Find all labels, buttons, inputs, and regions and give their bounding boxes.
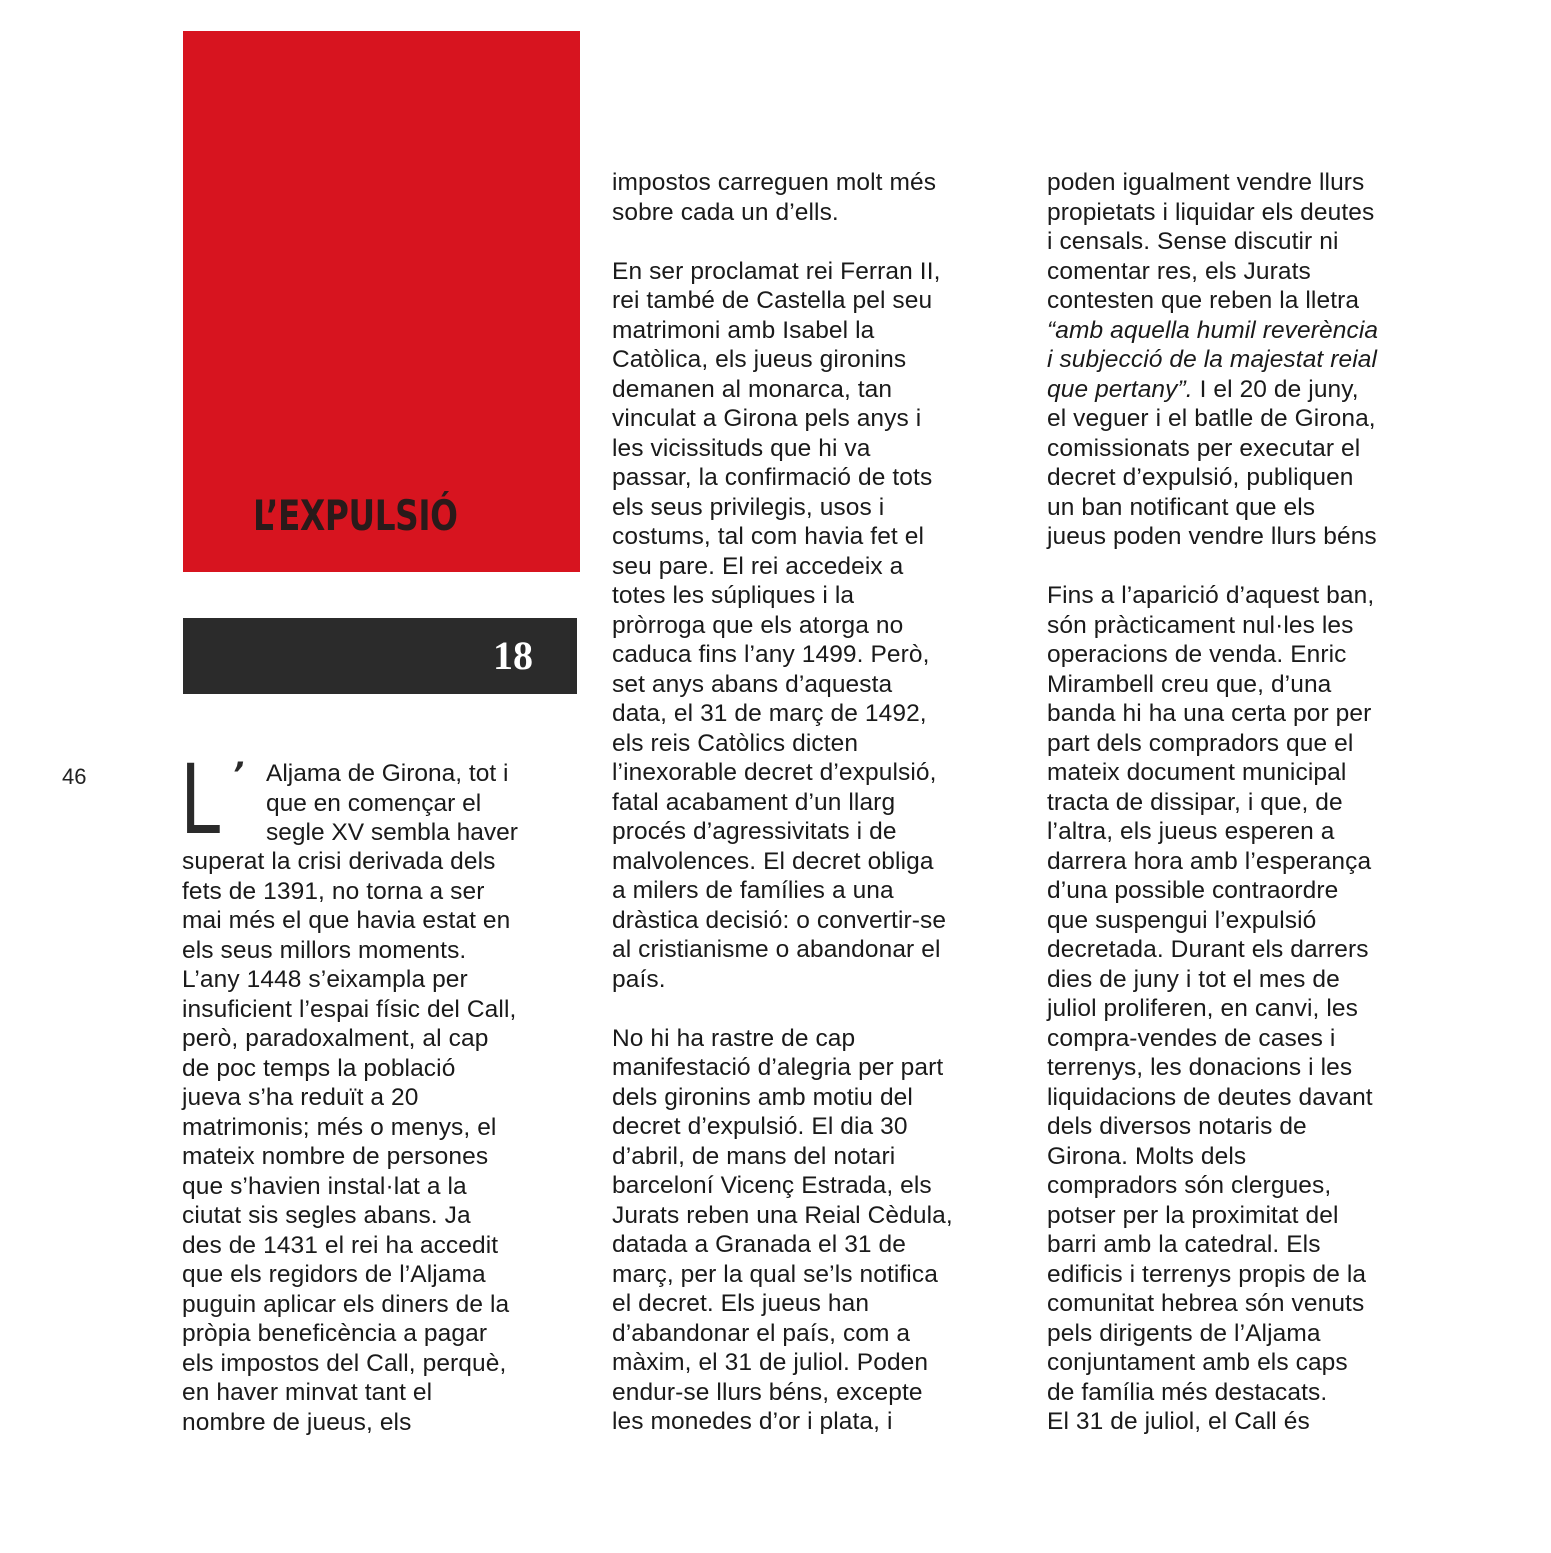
text-line: sobre cada un d’ells.	[612, 198, 839, 226]
text-line: comissionats per executar el	[1047, 434, 1361, 462]
text-line: en haver minvat tant el	[182, 1379, 433, 1406]
text-line: de família més destacats.	[1047, 1378, 1328, 1406]
quote-end: que pertany”.	[1047, 375, 1193, 403]
text-line: mateix nombre de persones	[182, 1143, 489, 1170]
text-line: liquidacions de deutes davant	[1047, 1083, 1373, 1111]
text-line: caduca fins l’any 1499. Però,	[612, 641, 930, 668]
text-line: propietats i liquidar els deutes	[1047, 198, 1375, 226]
text-line: fatal acabament d’un llarg	[612, 788, 896, 816]
text-line: Catòlica, els jueus gironins	[612, 346, 907, 373]
text-line: els impostos del Call, perquè,	[182, 1349, 507, 1377]
column-1-intro	[266, 759, 518, 848]
paragraph-gap	[612, 227, 953, 257]
text-line: nombre de jueus, els	[182, 1408, 412, 1436]
text-line: contesten que reben la lletra	[1047, 287, 1360, 314]
text-line: Fins a l’aparició d’aquest ban,	[1047, 582, 1375, 609]
text-line: totes les súpliques i la	[612, 582, 855, 609]
drop-cap: L	[180, 744, 221, 856]
quote-continuation: I el 20 de juny,	[1192, 375, 1359, 403]
paragraph-gap	[612, 994, 953, 1024]
text-line: data, el 31 de març de 1492,	[612, 700, 927, 727]
text-line: demanen al monarca, tan	[612, 375, 893, 403]
text-line: els reis Catòlics dicten	[612, 729, 859, 757]
paragraph-gap	[1047, 552, 1378, 582]
text-line: matrimonis; més o menys, el	[182, 1113, 497, 1141]
text-line: i censals. Sense discutir ni	[1047, 228, 1339, 255]
text-line: vinculat a Girona pels anys i	[612, 405, 922, 432]
text-line: Jurats reben una Reial Cèdula,	[612, 1201, 953, 1229]
text-line: En ser proclamat rei Ferran II,	[612, 257, 941, 285]
text-line: jueus poden vendre llurs béns	[1047, 523, 1377, 550]
text-line: No hi ha rastre de cap	[612, 1024, 856, 1052]
text-line: terrenys, les donacions i les	[1047, 1054, 1353, 1081]
text-line: endur-se llurs béns, excepte	[612, 1378, 923, 1406]
text-line: barri amb la catedral. Els	[1047, 1231, 1321, 1258]
text-line: L’any 1448 s’eixampla per	[182, 966, 468, 993]
text-line: segle XV sembla haver	[266, 819, 518, 846]
text-line: d’abril, de mans del notari	[612, 1142, 896, 1170]
text-line: El 31 de juliol, el Call és	[1047, 1408, 1310, 1435]
title-block	[183, 31, 580, 572]
text-line: de poc temps la població	[182, 1054, 456, 1082]
text-line: jueva s’ha reduït a 20	[182, 1084, 419, 1111]
text-line: pròrroga que els atorga no	[612, 611, 904, 639]
text-line: compra-vendes de cases i	[1047, 1024, 1336, 1052]
text-line: màxim, el 31 de juliol. Poden	[612, 1349, 929, 1376]
column-1	[182, 847, 516, 1437]
text-line: procés d’agressivitats i de	[612, 818, 897, 845]
text-line: pels dirigents de l’Aljama	[1047, 1319, 1321, 1347]
page-number: 46	[62, 764, 87, 789]
text-line: comunitat hebrea són venuts	[1047, 1290, 1365, 1317]
text-line: superat la crisi derivada dels	[182, 848, 496, 875]
paragraph	[1047, 404, 1378, 552]
paragraph	[612, 257, 953, 995]
text-line: ciutat sis segles abans. Ja	[182, 1202, 471, 1229]
text-line: poden igualment vendre llurs	[1047, 169, 1365, 196]
paragraph	[612, 1024, 953, 1437]
text-line: però, paradoxalment, al cap	[182, 1025, 489, 1052]
text-line: tracta de dissipar, i que, de	[1047, 788, 1343, 816]
text-line: els seus millors moments.	[182, 936, 467, 964]
text-line: impostos carreguen molt més	[612, 169, 937, 196]
text-line: rei també de Castella pel seu	[612, 287, 933, 314]
text-line: operacions de venda. Enric	[1047, 641, 1347, 668]
column-3	[1047, 168, 1378, 1437]
paragraph	[1047, 581, 1378, 1437]
text-line: passar, la confirmació de tots	[612, 464, 933, 491]
text-line: país.	[612, 965, 666, 993]
text-line: decret d’expulsió, publiquen	[1047, 464, 1354, 491]
text-line: dies de juny i tot el mes de	[1047, 965, 1340, 993]
text-line: el decret. Els jueus han	[612, 1290, 870, 1317]
text-line: darrera hora amb l’esperança	[1047, 847, 1372, 875]
text-line: que els regidors de l’Aljama	[182, 1261, 486, 1288]
text-line: compradors són clergues,	[1047, 1172, 1332, 1199]
text-line: dels diversos notaris de	[1047, 1113, 1307, 1140]
text-line: Mirambell creu que, d’una	[1047, 670, 1332, 698]
chapter-number: 18	[493, 633, 533, 678]
text-line: Girona. Molts dels	[1047, 1142, 1247, 1170]
text-line: el veguer i el batlle de Girona,	[1047, 405, 1376, 432]
text-line: les monedes d’or i plata, i	[612, 1408, 893, 1435]
text-line: matrimoni amb Isabel la	[612, 316, 875, 344]
text-line: banda hi ha una certa por per	[1047, 700, 1372, 727]
text-line: manifestació d’alegria per part	[612, 1054, 944, 1081]
text-line: l’altra, els jueus esperen a	[1047, 818, 1335, 845]
text-line	[1047, 375, 1378, 405]
quote	[1047, 316, 1378, 375]
text-line: des de 1431 el rei ha accedit	[182, 1231, 499, 1259]
text-line: l’inexorable decret d’expulsió,	[612, 759, 937, 786]
chapter-bar	[183, 618, 577, 694]
text-line: edificis i terrenys propis de la	[1047, 1260, 1367, 1288]
paragraph	[1047, 168, 1378, 316]
paragraph	[612, 168, 953, 227]
text-line: malvolences. El decret obliga	[612, 847, 934, 875]
text-line: costums, tal com havia fet el	[612, 523, 924, 550]
text-line: comentar res, els Jurats	[1047, 257, 1311, 285]
text-line: d’una possible contraordre	[1047, 877, 1339, 904]
text-line: conjuntament amb els caps	[1047, 1349, 1348, 1376]
text-line: Aljama de Girona, tot i	[266, 760, 509, 787]
text-line: barceloní Vicenç Estrada, els	[612, 1172, 932, 1199]
text-line: a milers de famílies a una	[612, 877, 894, 904]
text-line: seu pare. El rei accedeix a	[612, 552, 904, 580]
text-line: fets de 1391, no torna a ser	[182, 877, 485, 905]
drop-cap-apostrophe: ’	[232, 755, 245, 793]
text-line: datada a Granada el 31 de	[612, 1231, 907, 1258]
text-line: part dels compradors que el	[1047, 729, 1354, 757]
text-line: que s’havien instal·lat a la	[182, 1172, 467, 1200]
text-line: potser per la proximitat del	[1047, 1201, 1339, 1229]
text-line: mai més el que havia estat en	[182, 907, 511, 934]
text-line: són pràcticament nul·les les	[1047, 611, 1354, 639]
column-2	[612, 168, 953, 1437]
text-line: decretada. Durant els darrers	[1047, 936, 1369, 963]
text-line: un ban notificant que els	[1047, 493, 1316, 521]
text-line: decret d’expulsió. El dia 30	[612, 1113, 908, 1140]
text-line: que suspengui l’expulsió	[1047, 906, 1317, 934]
text-line: dràstica decisió: o convertir-se	[612, 906, 947, 934]
text-line: set anys abans d’aquesta	[612, 670, 893, 698]
text-line: que en començar el	[266, 789, 482, 817]
text-line: puguin aplicar els diners de la	[182, 1290, 510, 1318]
text-line: dels gironins amb motiu del	[612, 1083, 913, 1111]
text-line: els seus privilegis, usos i	[612, 493, 885, 521]
text-line: mateix document municipal	[1047, 759, 1347, 786]
text-line: al cristianisme o abandonar el	[612, 936, 941, 963]
text-line: insuficient l’espai físic del Call,	[182, 995, 517, 1023]
text-line: les vicissituds que hi va	[612, 434, 871, 462]
text-line: març, per la qual se’ls notifica	[612, 1260, 938, 1288]
text-line: i subjecció de la majestat reial	[1047, 346, 1378, 373]
text-line: “amb aquella humil reverència	[1047, 316, 1379, 344]
text-line: d’abandonar el país, com a	[612, 1319, 911, 1347]
page-title: L’EXPULSIÓ	[253, 491, 458, 540]
text-line: pròpia beneficència a pagar	[182, 1320, 488, 1347]
text-line: juliol proliferen, en canvi, les	[1047, 995, 1358, 1022]
